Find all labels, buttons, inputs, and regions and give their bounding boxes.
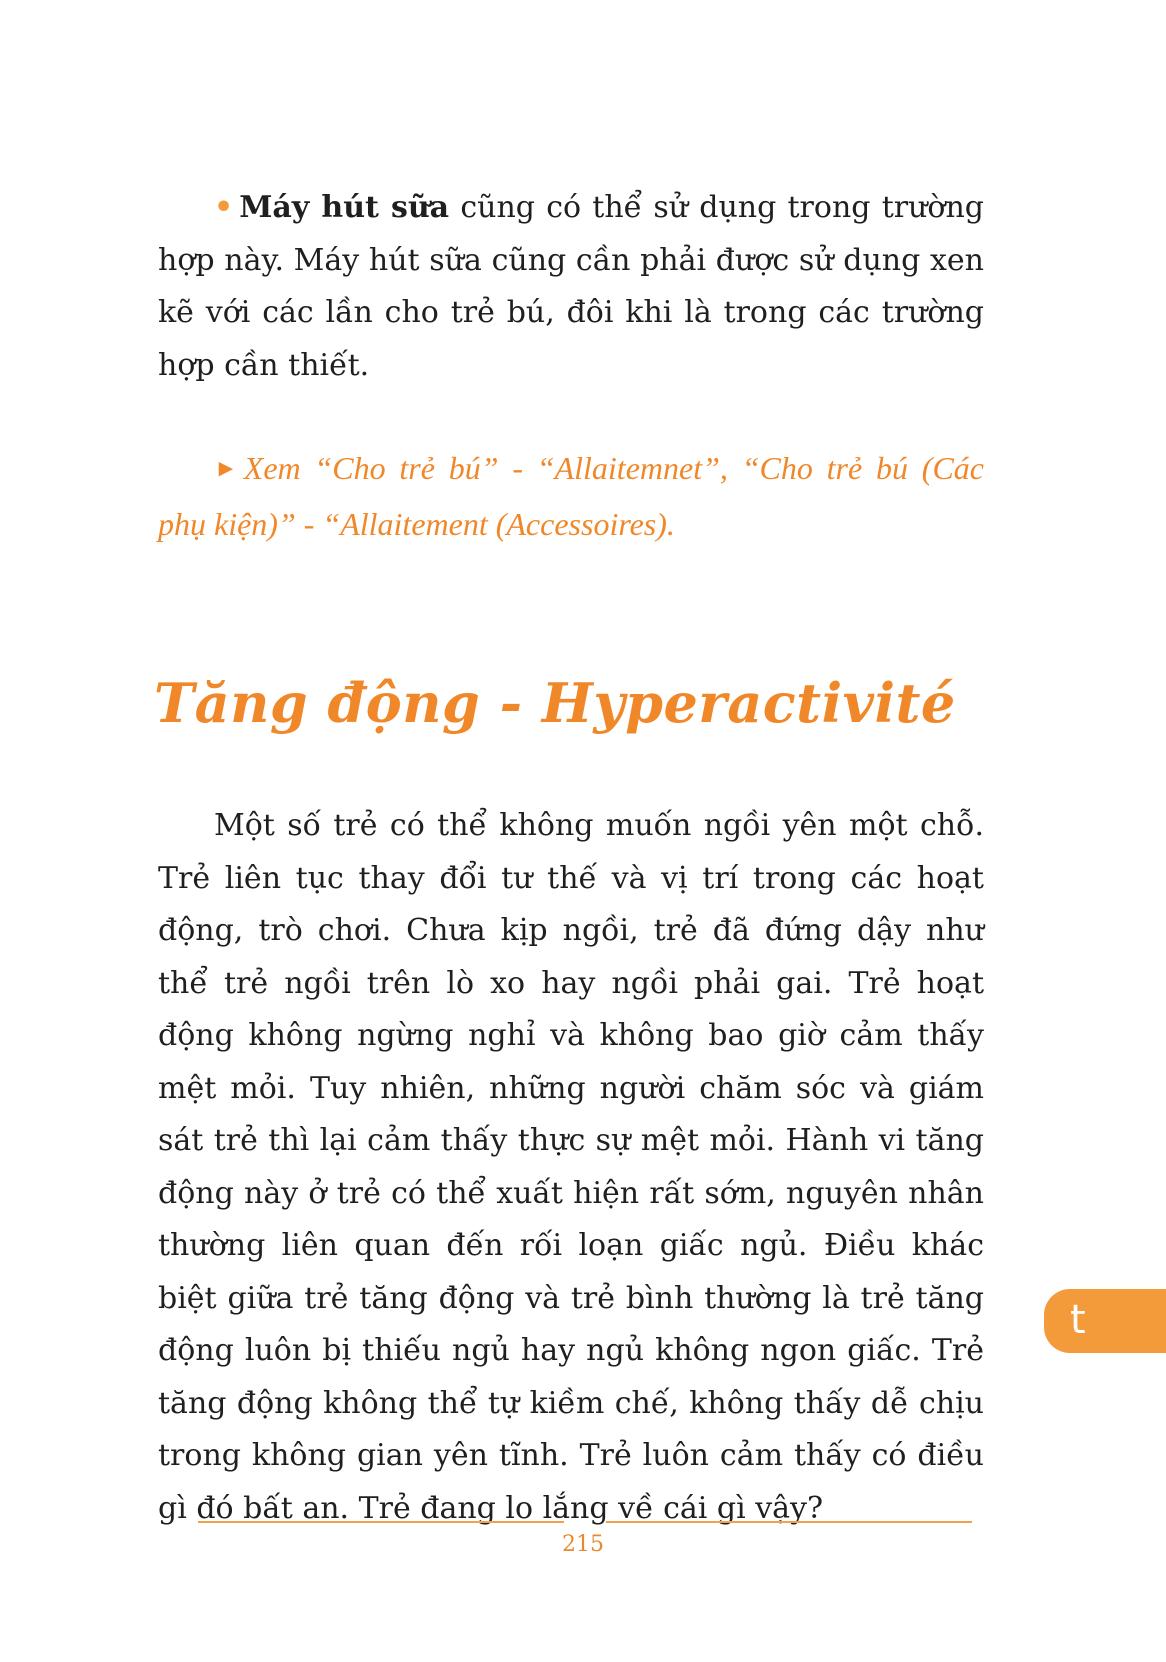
arrow-right-icon: ► <box>214 456 238 482</box>
bullet-dot-icon: • <box>214 190 234 225</box>
section-title: Tăng động - Hyperactivité <box>154 671 956 735</box>
footer-rule-left <box>198 1521 564 1523</box>
bullet-paragraph <box>158 182 984 392</box>
see-also-text: Xem “Cho trẻ bú” - “Allaitemnet”, “Cho trẻ bú (Các phụ kiện)” - “Allaitement (Accessoires). <box>158 450 984 542</box>
alphabet-index-tab: t <box>1044 1289 1166 1353</box>
body-paragraph: Một số trẻ có thể không muốn ngồi yên một chỗ. Trẻ liên tục thay đổi tư thế và vị trí trong các hoạt động, trò chơi. Chưa kịp ngồi, trẻ đã đứng dậy như thể trẻ ngồi trên lò xo hay ngồi phải gai. Trẻ hoạt động không ngừng nghỉ và không bao giờ cảm thấy mệt mỏi. Tuy nhiên, những người chăm sóc và giám sát trẻ thì lại cảm thấy thực sự mệt mỏi. Hành vi tăng động này ở trẻ có thể xuất hiện rất sớm, nguyên nhân thường liên quan đến rối loạn giấc ngủ. Điều khác biệt giữa trẻ tăng động và trẻ bình thường là trẻ tăng động luôn bị thiếu ngủ hay ngủ không ngon giấc. Trẻ tăng động không thể tự kiềm chế, không thấy dễ chịu trong không gian yên tĩnh. Trẻ luôn cảm thấy có điều gì đó bất an. Trẻ đang lo lắng về cái gì vậy? <box>158 808 984 1526</box>
footer-rule-right <box>606 1521 972 1523</box>
page-number: 215 <box>562 1532 604 1557</box>
see-also-reference <box>158 442 984 550</box>
bullet-bold-term: Máy hút sữa <box>239 190 450 225</box>
bullet-text: cũng có thể sử dụng trong trường hợp này. Máy hút sữa cũng cần phải được sử dụng xen kẽ với các lần cho trẻ bú, đôi khi là trong các trường hợp cần thiết. <box>158 190 984 383</box>
